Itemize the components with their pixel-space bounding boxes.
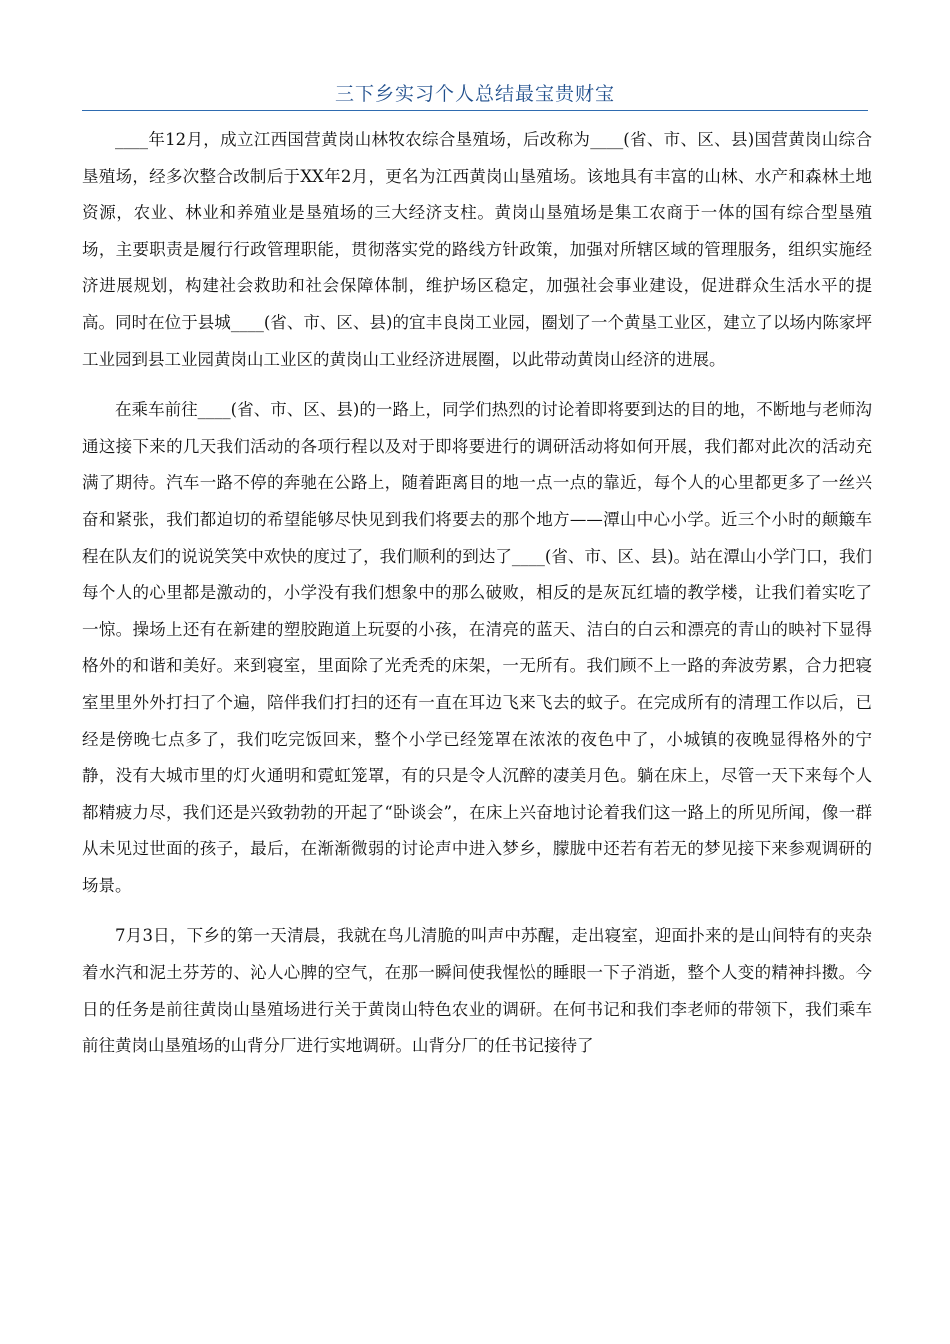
document-body: [82, 122, 872, 1079]
paragraph-2: 在乘车前往____(省、市、区、县)的一路上，同学们热烈的讨论着即将要到达的目的地，不断地与老师沟通这接下来的几天我们活动的各项行程以及对于即将要进行的调研活动将如何开展，我们都对此次的活动充满了期待。汽车一路不停的奔驰在公路上，随着距离目的地一点一点的靠近，每个人的心里都更多了一丝兴奋和紧张，我们都迫切的希望能够尽快见到我们将要去的那个地方——潭山中心小学。近三个小时的颠簸车程在队友们的说说笑笑中欢快的度过了，我们顺利的到达了____(省、市、区、县)。站在潭山小学门口，我们每个人的心里都是激动的，小学没有我们想象中的那么破败，相反的是灰瓦红墙的教学楼，让我们着实吃了一惊。操场上还有在新建的塑胶跑道上玩耍的小孩，在清亮的蓝天、洁白的白云和漂亮的青山的映衬下显得格外的和谐和美好。来到寝室，里面除了光秃秃的床架，一无所有。我们顾不上一路的奔波劳累，合力把寝室里里外外打扫了个遍，陪伴我们打扫的还有一直在耳边飞来飞去的蚊子。在完成所有的清理工作以后，已经是傍晚七点多了，我们吃完饭回来，整个小学已经笼罩在浓浓的夜色中了，小城镇的夜晚显得格外的宁静，没有大城市里的灯火通明和霓虹笼罩，有的只是令人沉醉的凄美月色。躺在床上，尽管一天下来每个人都精疲力尽，我们还是兴致勃勃的开起了“卧谈会”，在床上兴奋地讨论着我们这一路上的所见所闻，像一群从未见过世面的孩子，最后，在渐渐微弱的讨论声中进入梦乡，朦胧中还若有若无的梦见接下来参观调研的场景。: [82, 400, 872, 895]
paragraph-1: ____年12月，成立江西国营黄岗山林牧农综合垦殖场，后改称为____(省、市、区、县)国营黄岗山综合垦殖场，经多次整合改制后于XX年2月，更名为江西黄岗山垦殖场。该地具有丰富的山林、水产和森林土地资源，农业、林业和养殖业是垦殖场的三大经济支柱。黄岗山垦殖场是集工农商于一体的国有综合型垦殖场，主要职责是履行行政管理职能，贯彻落实党的路线方针政策，加强对所辖区域的管理服务，组织实施经济进展规划，构建社会救助和社会保障体制，维护场区稳定，加强社会事业建设，促进群众生活水平的提高。同时在位于县城____(省、市、区、县)的宜丰良岗工业园，圈划了一个黄垦工业区，建立了以场内陈家坪工业园到县工业园黄岗山工业区的黄岗山工业经济进展圈，以此带动黄岗山经济的进展。: [82, 130, 872, 369]
title-divider: [82, 110, 868, 111]
page-title: 三下乡实习个人总结最宝贵财宝: [334, 83, 615, 105]
paragraph-3: 7月3日，下乡的第一天清晨，我就在鸟儿清脆的叫声中苏醒，走出寝室，迎面扑来的是山间特有的夹杂着水汽和泥土芬芳的、沁人心脾的空气，在那一瞬间使我惺忪的睡眼一下子消逝，整个人变的精神抖擞。今日的任务是前往黄岗山垦殖场进行关于黄岗山特色农业的调研。在何书记和我们李老师的带领下，我们乘车前往黄岗山垦殖场的山背分厂进行实地调研。山背分厂的任书记接待了: [82, 926, 872, 1056]
